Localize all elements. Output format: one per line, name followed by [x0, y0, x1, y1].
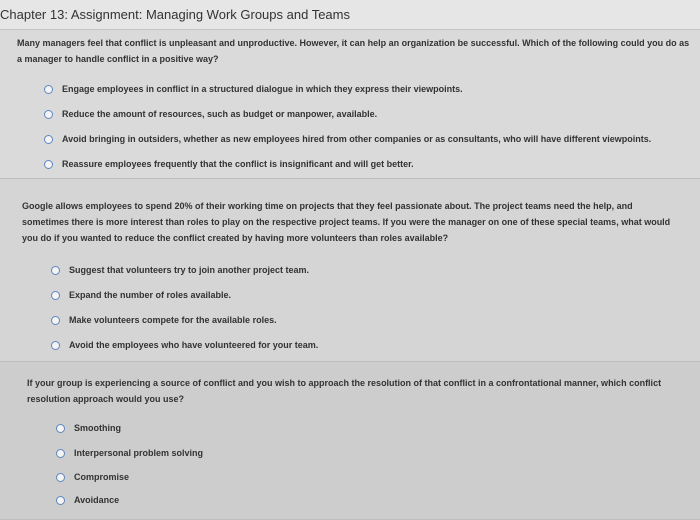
- answer-option-label: Reassure employees frequently that the conflict is insignificant and will get better.: [62, 159, 414, 169]
- answer-option-label: Avoidance: [74, 495, 120, 505]
- radio-button[interactable]: [51, 316, 60, 325]
- answer-option-label: Reduce the amount of resources, such as budget or manpower, available.: [62, 109, 378, 119]
- radio-button[interactable]: [44, 160, 53, 169]
- question-panel-2: [0, 179, 700, 362]
- question-text: Google allows employees to spend 20% of their working time on projects that they feel passionate about. The project teams need the help, and sometimes there is more interest than roles to play on the respective project teams. If you were the manager on one of these special teams, what would you do if you wanted to reduce the conflict created by having more volunteers than roles available?: [22, 201, 671, 243]
- question-panel-1: [0, 30, 700, 179]
- answer-option[interactable]: [51, 288, 231, 302]
- question-text: Many managers feel that conflict is unpleasant and unproductive. However, it can help an organization be successful. Which of the following could you do as a manager to handle conflict in a positive way?: [17, 38, 690, 64]
- page-title: Chapter 13: Assignment: Managing Work Groups and Teams: [0, 7, 350, 22]
- question-panel-3: [0, 362, 700, 520]
- answer-option[interactable]: [56, 470, 129, 484]
- radio-button[interactable]: [51, 341, 60, 350]
- question-text: If your group is experiencing a source of conflict and you wish to approach the resolution of that conflict in a confrontational manner, which conflict resolution approach would you use?: [27, 378, 662, 404]
- answer-option[interactable]: [51, 263, 309, 277]
- answer-option[interactable]: [56, 493, 119, 507]
- radio-button[interactable]: [56, 449, 65, 458]
- answer-option[interactable]: [51, 338, 318, 352]
- answer-option[interactable]: [56, 446, 203, 460]
- radio-button[interactable]: [51, 266, 60, 275]
- radio-button[interactable]: [44, 85, 53, 94]
- answer-option[interactable]: [56, 421, 121, 435]
- answer-option-label: Suggest that volunteers try to join another project team.: [69, 265, 310, 275]
- answer-option-label: Expand the number of roles available.: [69, 290, 232, 300]
- answer-option[interactable]: [44, 82, 463, 96]
- answer-option[interactable]: [51, 313, 277, 327]
- answer-option-label: Engage employees in conflict in a structured dialogue in which they express their viewpoints.: [62, 84, 463, 94]
- radio-button[interactable]: [51, 291, 60, 300]
- answer-option-label: Smoothing: [74, 423, 121, 433]
- answer-option[interactable]: [44, 107, 377, 121]
- radio-button[interactable]: [56, 424, 65, 433]
- radio-button[interactable]: [44, 110, 53, 119]
- answer-option-label: Make volunteers compete for the available roles.: [69, 315, 277, 325]
- radio-button[interactable]: [56, 496, 65, 505]
- answer-option-label: Avoid bringing in outsiders, whether as new employees hired from other companies or as consultants, who will have different viewpoints.: [62, 134, 652, 144]
- answer-option-label: Interpersonal problem solving: [74, 448, 204, 458]
- answer-option[interactable]: [44, 132, 651, 146]
- answer-option[interactable]: [44, 157, 414, 171]
- answer-option-label: Avoid the employees who have volunteered for your team.: [69, 340, 319, 350]
- answer-option-label: Compromise: [74, 472, 130, 482]
- radio-button[interactable]: [56, 473, 65, 482]
- page-header: [0, 0, 700, 30]
- radio-button[interactable]: [44, 135, 53, 144]
